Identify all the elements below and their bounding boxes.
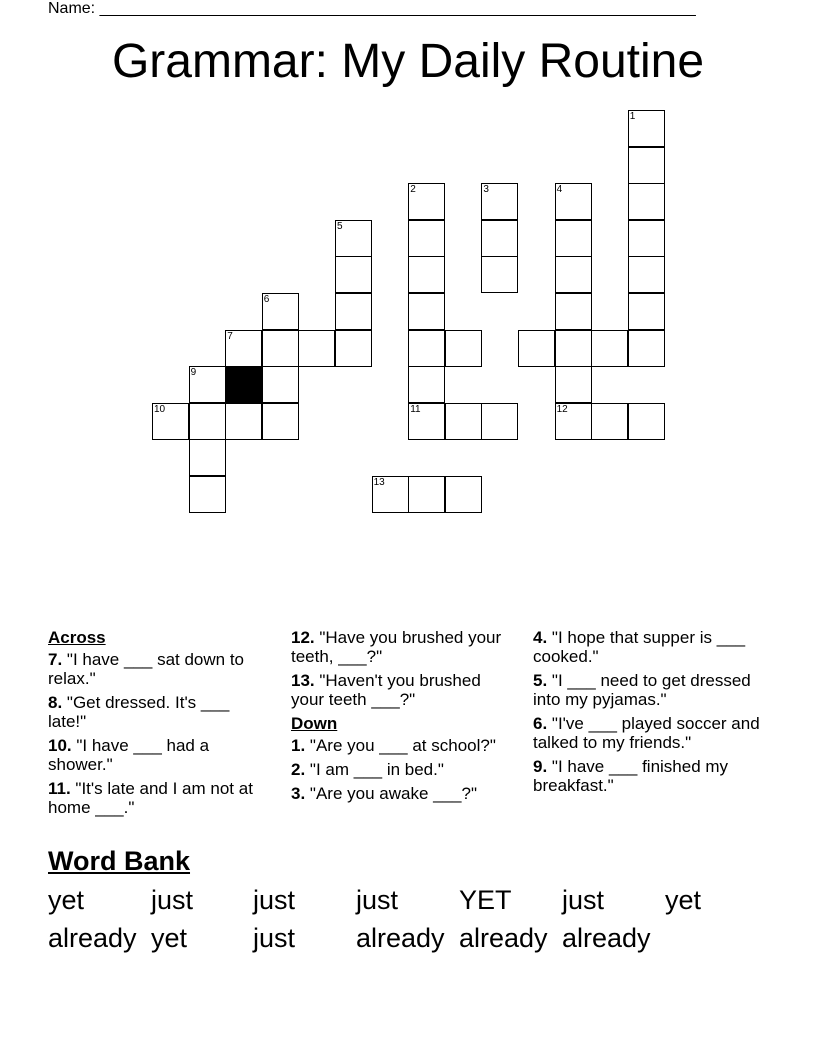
word-bank-word: already — [48, 923, 137, 953]
clues-column-3 — [533, 628, 768, 800]
word-bank-word: already — [459, 923, 548, 953]
word-bank-word: yet — [665, 885, 702, 915]
crossword-cell[interactable] — [262, 330, 299, 367]
word-bank-word: just — [151, 885, 194, 915]
crossword-cell[interactable] — [481, 220, 518, 257]
clue-across-11: 11. "It's late and I am not at home ___." — [48, 779, 253, 817]
crossword-cell[interactable] — [408, 256, 445, 293]
crossword-cell[interactable] — [555, 366, 592, 403]
crossword-cell[interactable] — [628, 403, 665, 440]
clue-across-8: 8. "Get dressed. It's ___ late!" — [48, 693, 230, 731]
across-heading: Across — [48, 628, 106, 647]
clue-number: 5 — [337, 220, 343, 232]
clue-number: 10 — [154, 403, 166, 415]
page-title: Grammar: My Daily Routine — [111, 35, 705, 88]
clue-number: 6 — [263, 294, 270, 305]
crossword-cell[interactable] — [555, 330, 592, 367]
crossword-cell[interactable] — [408, 403, 445, 440]
crossword-cell[interactable] — [189, 403, 226, 440]
crossword-cell[interactable] — [335, 256, 372, 293]
crossword-block-cell — [225, 366, 262, 403]
crossword-cell[interactable] — [262, 366, 299, 403]
clue-number: 1 — [629, 111, 636, 122]
crossword-cell[interactable] — [189, 366, 226, 403]
crossword-cell[interactable] — [481, 403, 518, 440]
clues-column-2 — [291, 628, 513, 808]
crossword-cell[interactable] — [225, 403, 262, 440]
crossword-cell[interactable] — [628, 220, 665, 257]
crossword-cell[interactable] — [555, 403, 592, 440]
clue-number: 12 — [556, 403, 568, 415]
clue-across-7: 7. "I have ___ sat down to relax." — [48, 650, 245, 688]
crossword-cell[interactable] — [262, 293, 299, 330]
down-heading: Down — [291, 714, 338, 733]
clues-column-1 — [48, 628, 270, 822]
crossword-cell[interactable] — [555, 293, 592, 330]
clue-down-2: 2. "I am ___ in bed." — [291, 760, 444, 779]
crossword-cell[interactable] — [518, 330, 555, 367]
word-bank-word: just — [356, 885, 399, 915]
crossword-cell[interactable] — [408, 366, 445, 403]
crossword-cell[interactable] — [555, 183, 592, 220]
word-bank-row — [48, 883, 768, 921]
clue-down-3: 3. "Are you awake ___?" — [291, 784, 477, 803]
crossword-cell[interactable] — [591, 403, 628, 440]
word-bank-row — [48, 921, 768, 959]
crossword-cell[interactable] — [408, 183, 445, 220]
crossword-cell[interactable] — [481, 256, 518, 293]
crossword-cell[interactable] — [408, 330, 445, 367]
name-field-label: Name: ___________________________________________________________________ — [48, 0, 696, 17]
word-bank-word: already — [356, 923, 445, 953]
clue-number: 11 — [410, 403, 421, 415]
crossword-cell[interactable] — [189, 439, 226, 476]
clue-number: 4 — [556, 184, 563, 196]
crossword-cell[interactable] — [628, 183, 665, 220]
crossword-cell[interactable] — [408, 293, 445, 330]
crossword-cell[interactable] — [408, 476, 445, 513]
crossword-cell[interactable] — [372, 476, 409, 513]
word-bank — [48, 883, 768, 959]
crossword-cell[interactable] — [408, 220, 445, 257]
clue-number: 7 — [227, 330, 233, 342]
crossword-cell[interactable] — [628, 110, 665, 147]
crossword-cell[interactable] — [445, 403, 482, 440]
crossword-cell[interactable] — [189, 476, 226, 513]
crossword-cell[interactable] — [445, 330, 482, 367]
clue-down-4: 4. "I hope that supper is ___ cooked." — [533, 628, 746, 666]
clue-across-12: 12. "Have you brushed your teeth, ___?" — [291, 628, 502, 666]
crossword-cell[interactable] — [445, 476, 482, 513]
crossword-cell[interactable] — [335, 220, 372, 257]
word-bank-word: already — [562, 923, 651, 953]
clue-down-9: 9. "I have ___ finished my breakfast." — [533, 757, 729, 795]
clue-down-5: 5. "I ___ need to get dressed into my pyjamas." — [533, 671, 751, 709]
clue-across-13: 13. "Haven't you brushed your teeth ___?" — [291, 671, 481, 709]
crossword-cell[interactable] — [628, 256, 665, 293]
crossword-cell[interactable] — [481, 183, 518, 220]
crossword-cell[interactable] — [555, 256, 592, 293]
clue-down-6: 6. "I've ___ played soccer and talked to my friends." — [533, 714, 760, 752]
crossword-cell[interactable] — [335, 330, 372, 367]
crossword-cell[interactable] — [225, 330, 262, 367]
crossword-cell[interactable] — [298, 330, 335, 367]
clue-number: 13 — [373, 477, 385, 488]
crossword-cell[interactable] — [335, 293, 372, 330]
crossword-cell[interactable] — [628, 330, 665, 367]
crossword-cell[interactable] — [628, 147, 665, 184]
crossword-cell[interactable] — [628, 293, 665, 330]
crossword-cell[interactable] — [152, 403, 189, 440]
crossword-cell[interactable] — [591, 330, 628, 367]
clue-across-10: 10. "I have ___ had a shower." — [48, 736, 210, 774]
word-bank-word: just — [562, 885, 605, 915]
clue-number: 9 — [190, 367, 197, 379]
clue-number: 3 — [483, 184, 489, 196]
word-bank-title: Word Bank — [48, 846, 191, 876]
word-bank-word: just — [253, 923, 296, 953]
word-bank-word: YET — [459, 885, 512, 915]
crossword-cell[interactable] — [555, 220, 592, 257]
crossword-cell[interactable] — [262, 403, 299, 440]
clue-down-1: 1. "Are you ___ at school?" — [291, 736, 496, 755]
word-bank-word: just — [253, 885, 296, 915]
clue-number: 2 — [410, 184, 416, 196]
word-bank-word: yet — [48, 885, 85, 915]
word-bank-word: yet — [151, 923, 188, 953]
